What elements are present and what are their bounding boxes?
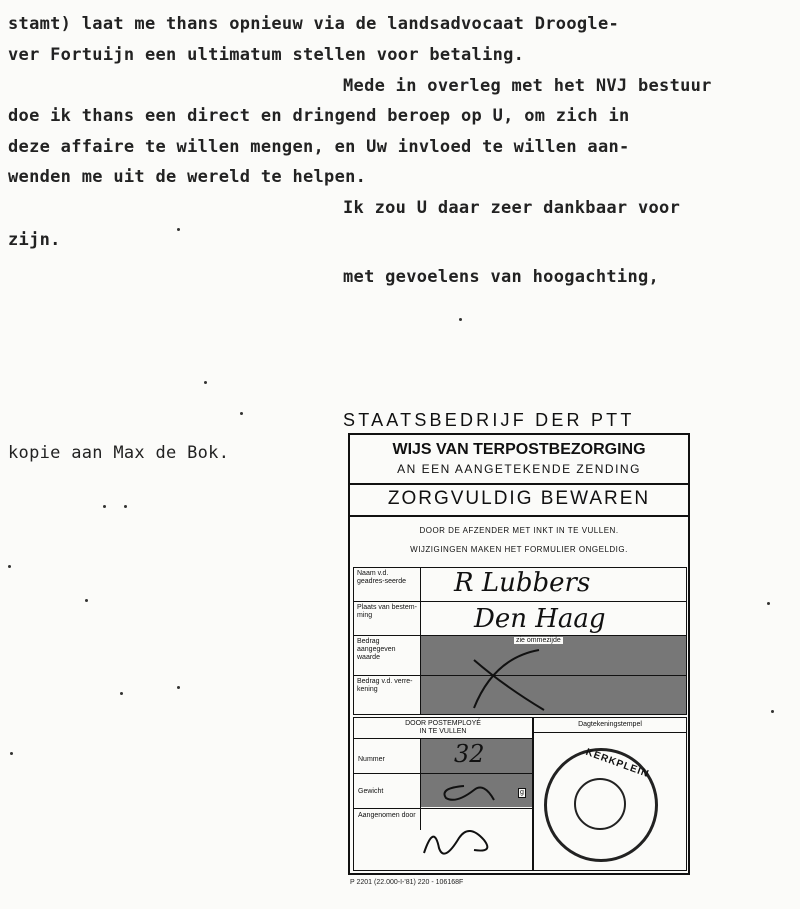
- divider: [350, 515, 688, 517]
- form-footer-code: P 2201 (22.000-I-'81) 220 - 106168F: [350, 879, 464, 886]
- destination-handwriting: Den Haag: [474, 604, 606, 634]
- speck: [240, 412, 243, 415]
- weight-cross-mark: [434, 776, 514, 806]
- receiver-signature: [414, 818, 534, 868]
- field-label: Bedrag v.d. verre-kening: [357, 678, 413, 693]
- speck: [767, 602, 770, 605]
- speck: [8, 565, 11, 568]
- copy-note: kopie aan Max de Bok.: [8, 443, 230, 463]
- letter-line-3: Mede in overleg met het NVJ bestuur: [343, 76, 712, 96]
- speck: [103, 505, 106, 508]
- zie-ommezijde-note: zie ommezijde: [516, 637, 561, 644]
- letter-line-2: ver Fortuijn een ultimatum stellen voor betaling.: [8, 45, 525, 65]
- nummer-label: Nummer: [358, 756, 385, 763]
- speck: [177, 686, 180, 689]
- gewicht-label: Gewicht: [358, 788, 384, 795]
- aangenomen-door-label: Aangenomen door: [358, 812, 416, 819]
- letter-line-5: deze affaire te willen mengen, en Uw invloed te willen aan-: [8, 137, 630, 157]
- speck: [10, 752, 13, 755]
- closing-line: met gevoelens van hoogachting,: [343, 267, 660, 287]
- field-label: Bedrag aangegeven waarde: [357, 638, 396, 661]
- instruction-line-1: DOOR DE AFZENDER MET INKT IN TE VULLEN.: [419, 526, 619, 535]
- speck: [204, 381, 207, 384]
- form-subtitle: AN EEN AANGETEKENDE ZENDING: [397, 462, 641, 476]
- speck: [120, 692, 123, 695]
- speck: [459, 318, 462, 321]
- zorgvuldig-bewaren-banner: ZORGVULDIG BEWAREN: [387, 488, 651, 509]
- registered-mail-receipt: [348, 433, 690, 875]
- form-title: WIJS VAN TERPOSTBEZORGING: [392, 441, 646, 458]
- cross-out-mark: [354, 568, 688, 716]
- date-stamp-section: [533, 717, 687, 871]
- field-label: Plaats van bestem-ming: [357, 604, 417, 619]
- letter-line-7: Ik zou U daar zeer dankbaar voor: [343, 198, 681, 218]
- speck: [177, 228, 180, 231]
- letter-line-1: stamt) laat me thans opnieuw via de landsadvocaat Droogle-: [8, 14, 620, 34]
- speck: [124, 505, 127, 508]
- postmark-inner-ring: [574, 778, 626, 830]
- sender-fields-table: [353, 567, 687, 715]
- field-label: Naam v.d. geadres-seerde: [357, 570, 407, 585]
- postal-staff-header: DOOR POSTEMPLOYÉ IN TE VULLEN: [405, 720, 481, 735]
- letter-line-6: wenden me uit de wereld te helpen.: [8, 167, 367, 187]
- instruction-line-2: WIJZIGINGEN MAKEN HET FORMULIER ONGELDIG.: [410, 545, 628, 554]
- addressee-handwriting: R Lubbers: [454, 568, 591, 598]
- ptt-header: STAATSBEDRIJF DER PTT: [343, 410, 635, 430]
- speck: [85, 599, 88, 602]
- speck: [771, 710, 774, 713]
- divider: [350, 483, 688, 485]
- nummer-handwriting: 32: [454, 740, 485, 768]
- letter-line-4: doe ik thans een direct en dringend beroep op U, om zich in: [8, 106, 630, 126]
- postmark-text: KERKPLEIN: [584, 746, 651, 781]
- gewicht-unit: g: [520, 789, 524, 796]
- postal-staff-section: [353, 717, 533, 871]
- date-stamp-label: Dagtekeningstempel: [578, 721, 642, 728]
- letter-line-8: zijn.: [8, 230, 61, 250]
